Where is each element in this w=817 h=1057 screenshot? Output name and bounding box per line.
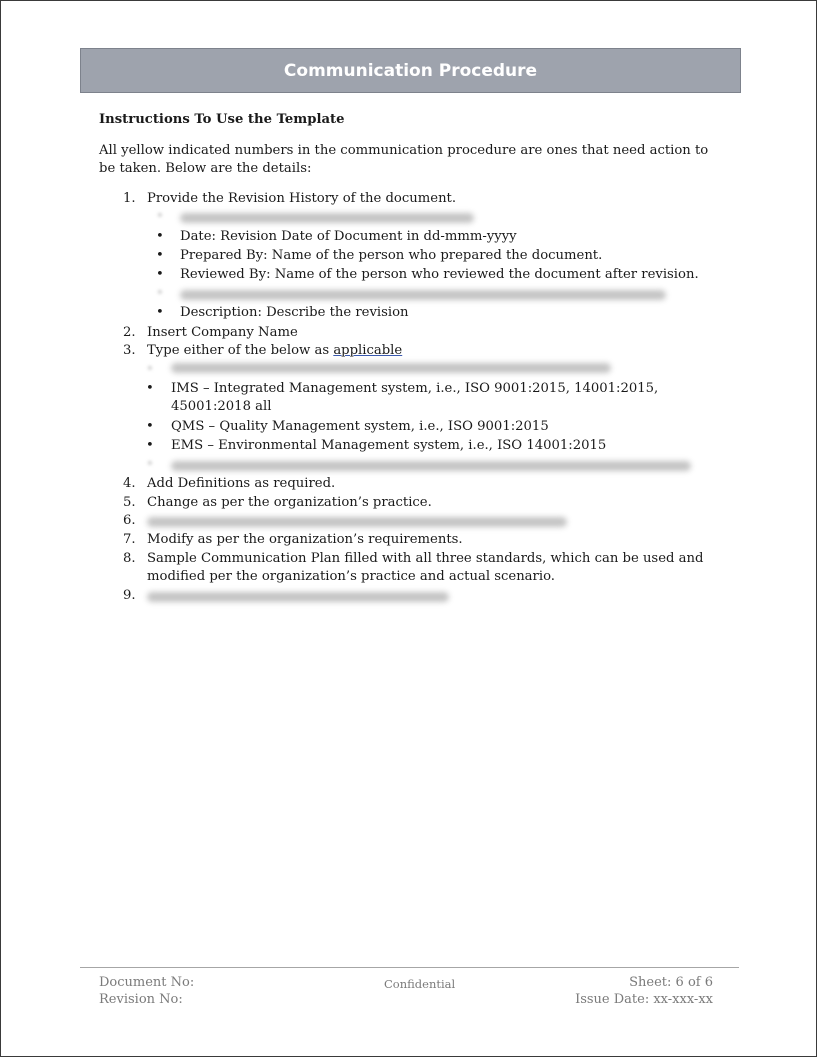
revision-number-label: Revision No: — [99, 992, 183, 1007]
instructions-heading: Instructions To Use the Template — [99, 112, 345, 127]
item-number: 9. — [123, 587, 136, 603]
issue-date-label: Issue Date: xx-xxx-xx — [575, 992, 713, 1007]
item-text-applicable: applicable — [333, 343, 403, 359]
item-text: Change as per the organization’s practice. — [147, 494, 432, 510]
list-item — [99, 324, 724, 343]
bullet-item — [99, 304, 724, 323]
item-number: 4. — [123, 476, 136, 492]
list-item — [99, 190, 724, 323]
item-number: 6. — [123, 513, 136, 529]
item-text: Sample Communication Plan filled with all three standards, which can be used and modified per the organization’s practice and actual scenario. — [147, 550, 704, 585]
bullet-text: Date: Revision Date of Document in dd-mmm-yyyy — [180, 228, 517, 244]
bullet-text: QMS – Quality Management system, i.e., ISO 9001:2015 — [171, 418, 549, 434]
item-number: 5. — [123, 494, 136, 510]
bullet-icon: • — [156, 286, 164, 302]
item-number: 1. — [123, 190, 136, 206]
bullet-text: Reviewed By: Name of the person who reviewed the document after revision. — [180, 266, 699, 282]
item-number: 3. — [123, 343, 136, 359]
bullet-item-redacted — [99, 208, 724, 227]
item-text: Modify as per the organization’s requirements. — [147, 532, 463, 547]
bullet-icon: • — [156, 247, 164, 263]
redacted-text — [147, 517, 567, 527]
instruction-list — [99, 190, 724, 606]
bullet-item — [99, 380, 724, 417]
item-text: Type either of the below as — [147, 343, 334, 359]
bullet-item — [99, 266, 724, 285]
item-number: 8. — [123, 550, 136, 566]
item-text: Provide the Revision History of the document. — [147, 190, 457, 206]
list-item — [99, 550, 724, 587]
sheet-label: Sheet: 6 of 6 — [629, 975, 713, 990]
bullet-item-redacted — [99, 285, 724, 304]
confidential-label: Confidential — [384, 977, 456, 991]
item-number: 2. — [123, 324, 136, 340]
revision-bullets — [147, 208, 724, 323]
bullet-icon: • — [146, 418, 154, 434]
bullet-icon: • — [156, 266, 164, 282]
bullet-icon: • — [146, 361, 154, 377]
redacted-text — [180, 213, 474, 223]
system-bullets — [147, 361, 724, 475]
item-text: Add Definitions as required. — [147, 476, 336, 492]
redacted-text — [147, 592, 449, 602]
list-item — [99, 494, 724, 513]
bullet-text: Prepared By: Name of the person who prepared the document. — [180, 247, 603, 263]
redacted-text — [171, 363, 611, 373]
item-number: 7. — [123, 532, 136, 547]
list-item — [99, 342, 724, 475]
bullet-item — [99, 228, 724, 247]
list-item — [99, 475, 724, 494]
list-item-redacted — [99, 512, 724, 531]
item-text: Insert Company Name — [147, 324, 298, 340]
list-item — [99, 531, 724, 550]
bullet-text: IMS – Integrated Management system, i.e., ISO 9001:2015, 14001:2015, 45001:2018 all — [171, 380, 659, 415]
bullet-item — [99, 247, 724, 266]
bullet-icon: • — [156, 228, 164, 244]
footer-right — [575, 974, 713, 1008]
bullet-icon: • — [146, 437, 154, 453]
redacted-text — [180, 290, 666, 300]
footer-left — [99, 974, 194, 1008]
bullet-icon: • — [156, 209, 164, 225]
title-bar — [80, 48, 741, 93]
bullet-item — [99, 437, 724, 456]
bullet-text: Description: Describe the revision — [180, 305, 409, 321]
document-number-label: Document No: — [99, 975, 195, 990]
bullet-text: EMS – Environmental Management system, i.e., ISO 14001:2015 — [171, 437, 607, 453]
page-title: Communication Procedure — [283, 60, 538, 81]
bullet-item-redacted — [99, 361, 724, 380]
bullet-icon: • — [156, 305, 164, 321]
document-body — [99, 111, 724, 605]
bullet-item-redacted — [99, 456, 724, 475]
intro-paragraph: All yellow indicated numbers in the communication procedure are ones that need action to be taken. Below are the details: — [99, 142, 709, 177]
bullet-item — [99, 418, 724, 437]
bullet-icon: • — [146, 457, 154, 473]
footer-center — [384, 976, 455, 993]
list-item-redacted — [99, 587, 724, 606]
redacted-text — [171, 461, 691, 471]
footer-divider — [80, 967, 739, 968]
bullet-icon: • — [146, 380, 154, 396]
